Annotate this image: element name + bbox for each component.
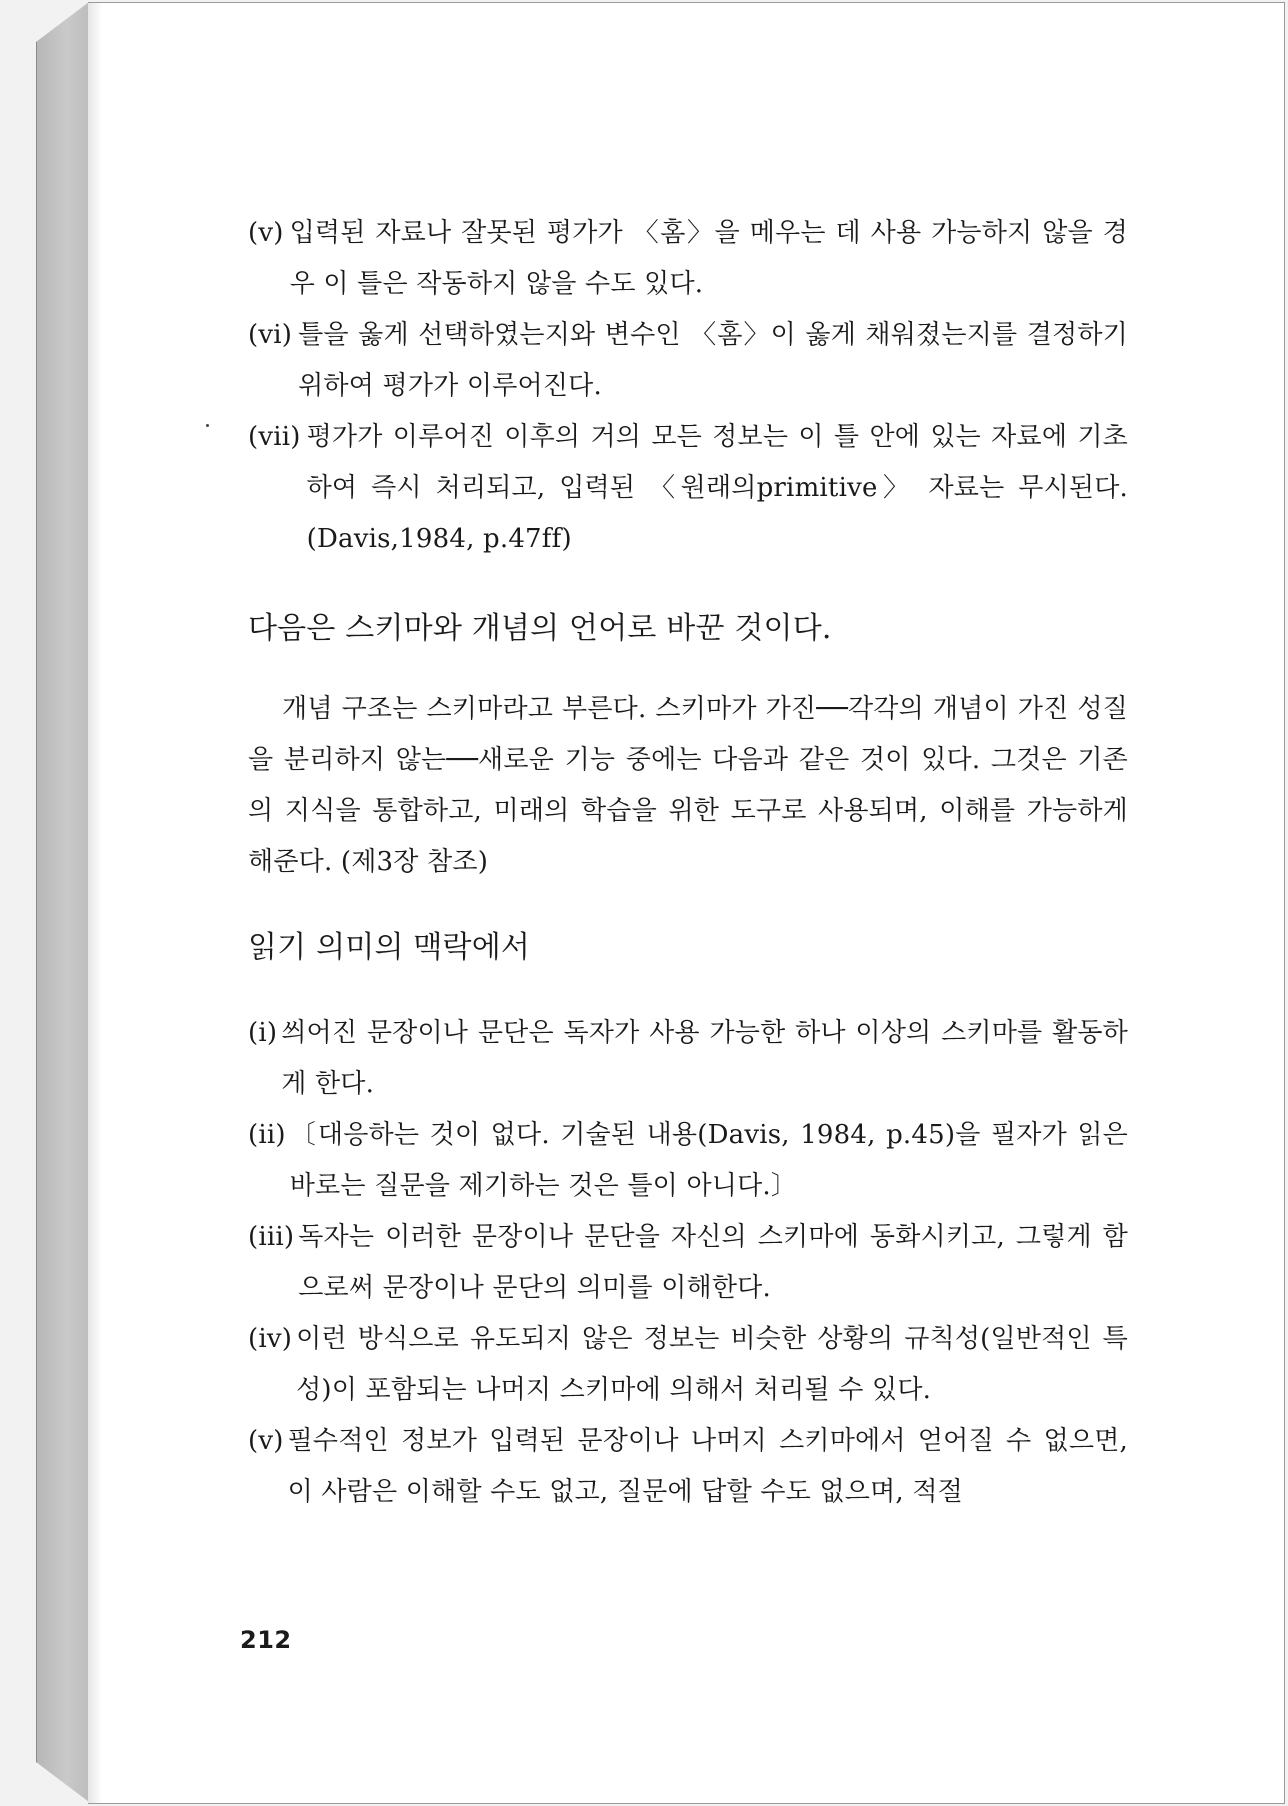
list-item-text: 입력된 자료나 잘못된 평가가 〈홈〉을 메우는 데 사용 가능하지 않을 경우 이 틀은 작동하지 않을 수도 있다.: [289, 218, 1128, 299]
list-item-number: (ii): [248, 1120, 286, 1150]
list-item-number: (vii): [248, 422, 301, 452]
list-item-number: (vi): [248, 320, 293, 350]
page-content: [248, 208, 1128, 1518]
list-item: [248, 1008, 1128, 1110]
section-heading: 다음은 스키마와 개념의 언어로 바꾼 것이다.: [248, 611, 832, 646]
list-item: [248, 412, 1128, 565]
page-number: 212: [240, 1626, 292, 1654]
list-item-text: 이런 방식으로 유도되지 않은 정보는 비슷한 상황의 규칙성(일반적인 특성)이 포함되는 나머지 스키마에 의해서 처리될 수 있다.: [296, 1324, 1128, 1405]
frame-properties-list: [248, 208, 1128, 565]
list-item: [248, 208, 1128, 310]
list-item-text: 필수적인 정보가 입력된 문장이나 나머지 스키마에서 얻어질 수 없으면, 이 사람은 이해할 수도 없고, 질문에 답할 수도 없으며, 적절: [287, 1426, 1128, 1507]
body-paragraph: 개념 구조는 스키마라고 부른다. 스키마가 가진──각각의 개념이 가진 성질을 분리하지 않는──새로운 기능 중에는 다음과 같은 것이 있다. 그것은 기존의 지식을 통합하고, 미래의 학습을 위한 도구로 사용되며, 이해를 가능하게 해준다. (제3장 참조): [248, 694, 1128, 877]
list-item-text: 평가가 이루어진 이후의 거의 모든 정보는 이 틀 안에 있는 자료에 기초하여 즉시 처리되고, 입력된 〈원래의primitive〉 자료는 무시된다. (Davis,1984, p.47ff): [306, 422, 1128, 554]
section-heading: 읽기 의미의 맥락에서: [248, 930, 531, 965]
list-item: [248, 1212, 1128, 1314]
list-item: [248, 310, 1128, 412]
list-item-text: 독자는 이러한 문장이나 문단을 자신의 스키마에 동화시키고, 그렇게 함으로써 문장이나 문단의 의미를 이해한다.: [298, 1222, 1128, 1303]
list-item: [248, 1110, 1128, 1212]
list-item-text: 〔대응하는 것이 없다. 기술된 내용(Davis, 1984, p.45)을 필자가 읽은 바로는 질문을 제기하는 것은 틀이 아니다.〕: [289, 1120, 1128, 1201]
list-item-text: 틀을 옳게 선택하였는지와 변수인 〈홈〉이 옳게 채워졌는지를 결정하기 위하여 평가가 이루어진다.: [298, 320, 1128, 401]
reading-context-list: [248, 1008, 1128, 1518]
list-item-text: 씌어진 문장이나 문단은 독자가 사용 가능한 하나 이상의 스키마를 활동하게 한다.: [281, 1018, 1128, 1099]
page-gutter-shadow: [88, 3, 102, 1803]
list-item-number: (iii): [248, 1222, 295, 1252]
stray-mark: [206, 424, 209, 427]
list-item-number: (iv): [248, 1324, 293, 1354]
list-item: [248, 1416, 1128, 1518]
list-item: [248, 1314, 1128, 1416]
list-item-number: (v): [248, 218, 284, 248]
book-spine: [36, 2, 89, 1802]
list-item-number: (v): [248, 1426, 284, 1456]
list-item-number: (i): [248, 1018, 278, 1048]
